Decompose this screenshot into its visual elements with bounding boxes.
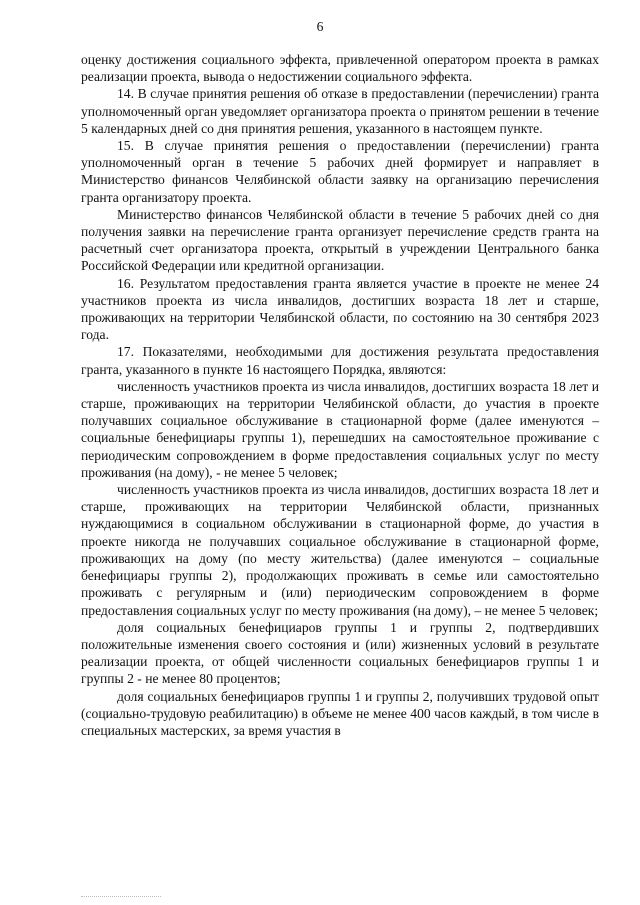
footer-divider — [81, 896, 161, 897]
paragraph-indicator-work-experience: доля социальных бенефициаров группы 1 и группы 2, получивших трудовой опыт (социально-трудовую реабилитацию) в объеме не менее 400 часов каждый, в том числе в специальных мастерских, за время участия в — [81, 688, 599, 738]
paragraph-item-17: 17. Показателями, необходимыми для достижения результата предоставления гранта, указанного в пункте 16 настоящего Порядка, являются: — [81, 344, 599, 377]
paragraph-item-14: 14. В случае принятия решения об отказе в предоставлении (перечислении) гранта уполномоченный орган уведомляет организатора проекта о принятом решении в течение 5 календарных дней со дня принятия решения, указанного в настоящем пункте. — [81, 86, 599, 136]
paragraph-indicator-group-2: численность участников проекта из числа инвалидов, достигших возраста 18 лет и старше, проживающих на территории Челябинской области, признанных нуждающимися в социальном обслуживании в стационарной форме, до участия в проекте никогда не получавших социальное обслуживание в стационарной форме, проживающих на дому (по месту жительства) (далее именуются – социальные бенефициары группы 2), продолжающих проживать в семье или самостоятельно проживать с регулярным и (или) периодическим сопровождением в форме предоставления социальных услуг по месту проживания (на дому), – не менее 5 человек; — [81, 482, 599, 618]
paragraph-indicator-positive-changes: доля социальных бенефициаров группы 1 и группы 2, подтвердивших положительные изменения своего состояния и (или) жизненных условий в результате реализации проекта, от общей численности социальных бенефициаров группы 1 и группы 2 - не менее 80 процентов; — [81, 619, 599, 687]
paragraph-continuation: оценку достижения социального эффекта, привлеченной оператором проекта в рамках реализации проекта, вывода о недостижении социального эффекта. — [81, 52, 599, 85]
paragraph-item-16: 16. Результатом предоставления гранта является участие в проекте не менее 24 участников проекта из числа инвалидов, достигших возраста 18 лет и старше, проживающих на территории Челябинской области, по состоянию на 30 сентября 2023 года. — [81, 275, 599, 343]
page-number: 6 — [316, 19, 324, 34]
paragraph-item-15: 15. В случае принятия решения о предоставлении (перечислении) гранта уполномоченный орган в течение 5 рабочих дней формирует и направляет в Министерство финансов Челябинской области заявку на организацию перечисления гранта организатору проекта. — [81, 138, 599, 205]
paragraph-indicator-group-1: численность участников проекта из числа инвалидов, достигших возраста 18 лет и старше, проживающих на территории Челябинской области, до участия в проекте получавших социальное обслуживание в стационарной форме (далее именуются – социальные бенефициары группы 1), перешедших на самостоятельное проживание с периодическим сопровождением в форме предоставления социальных услуг по месту проживания (на дому), - не менее 5 человек; — [81, 378, 599, 480]
paragraph-ministry-transfer: Министерство финансов Челябинской области в течение 5 рабочих дней со дня получения заявки на перечисление гранта организует перечисление средств гранта на расчетный счет организатора проекта, открытый в учреждении Центрального банка Российской Федерации или кредитной организации. — [81, 206, 599, 274]
document-body — [81, 51, 599, 739]
